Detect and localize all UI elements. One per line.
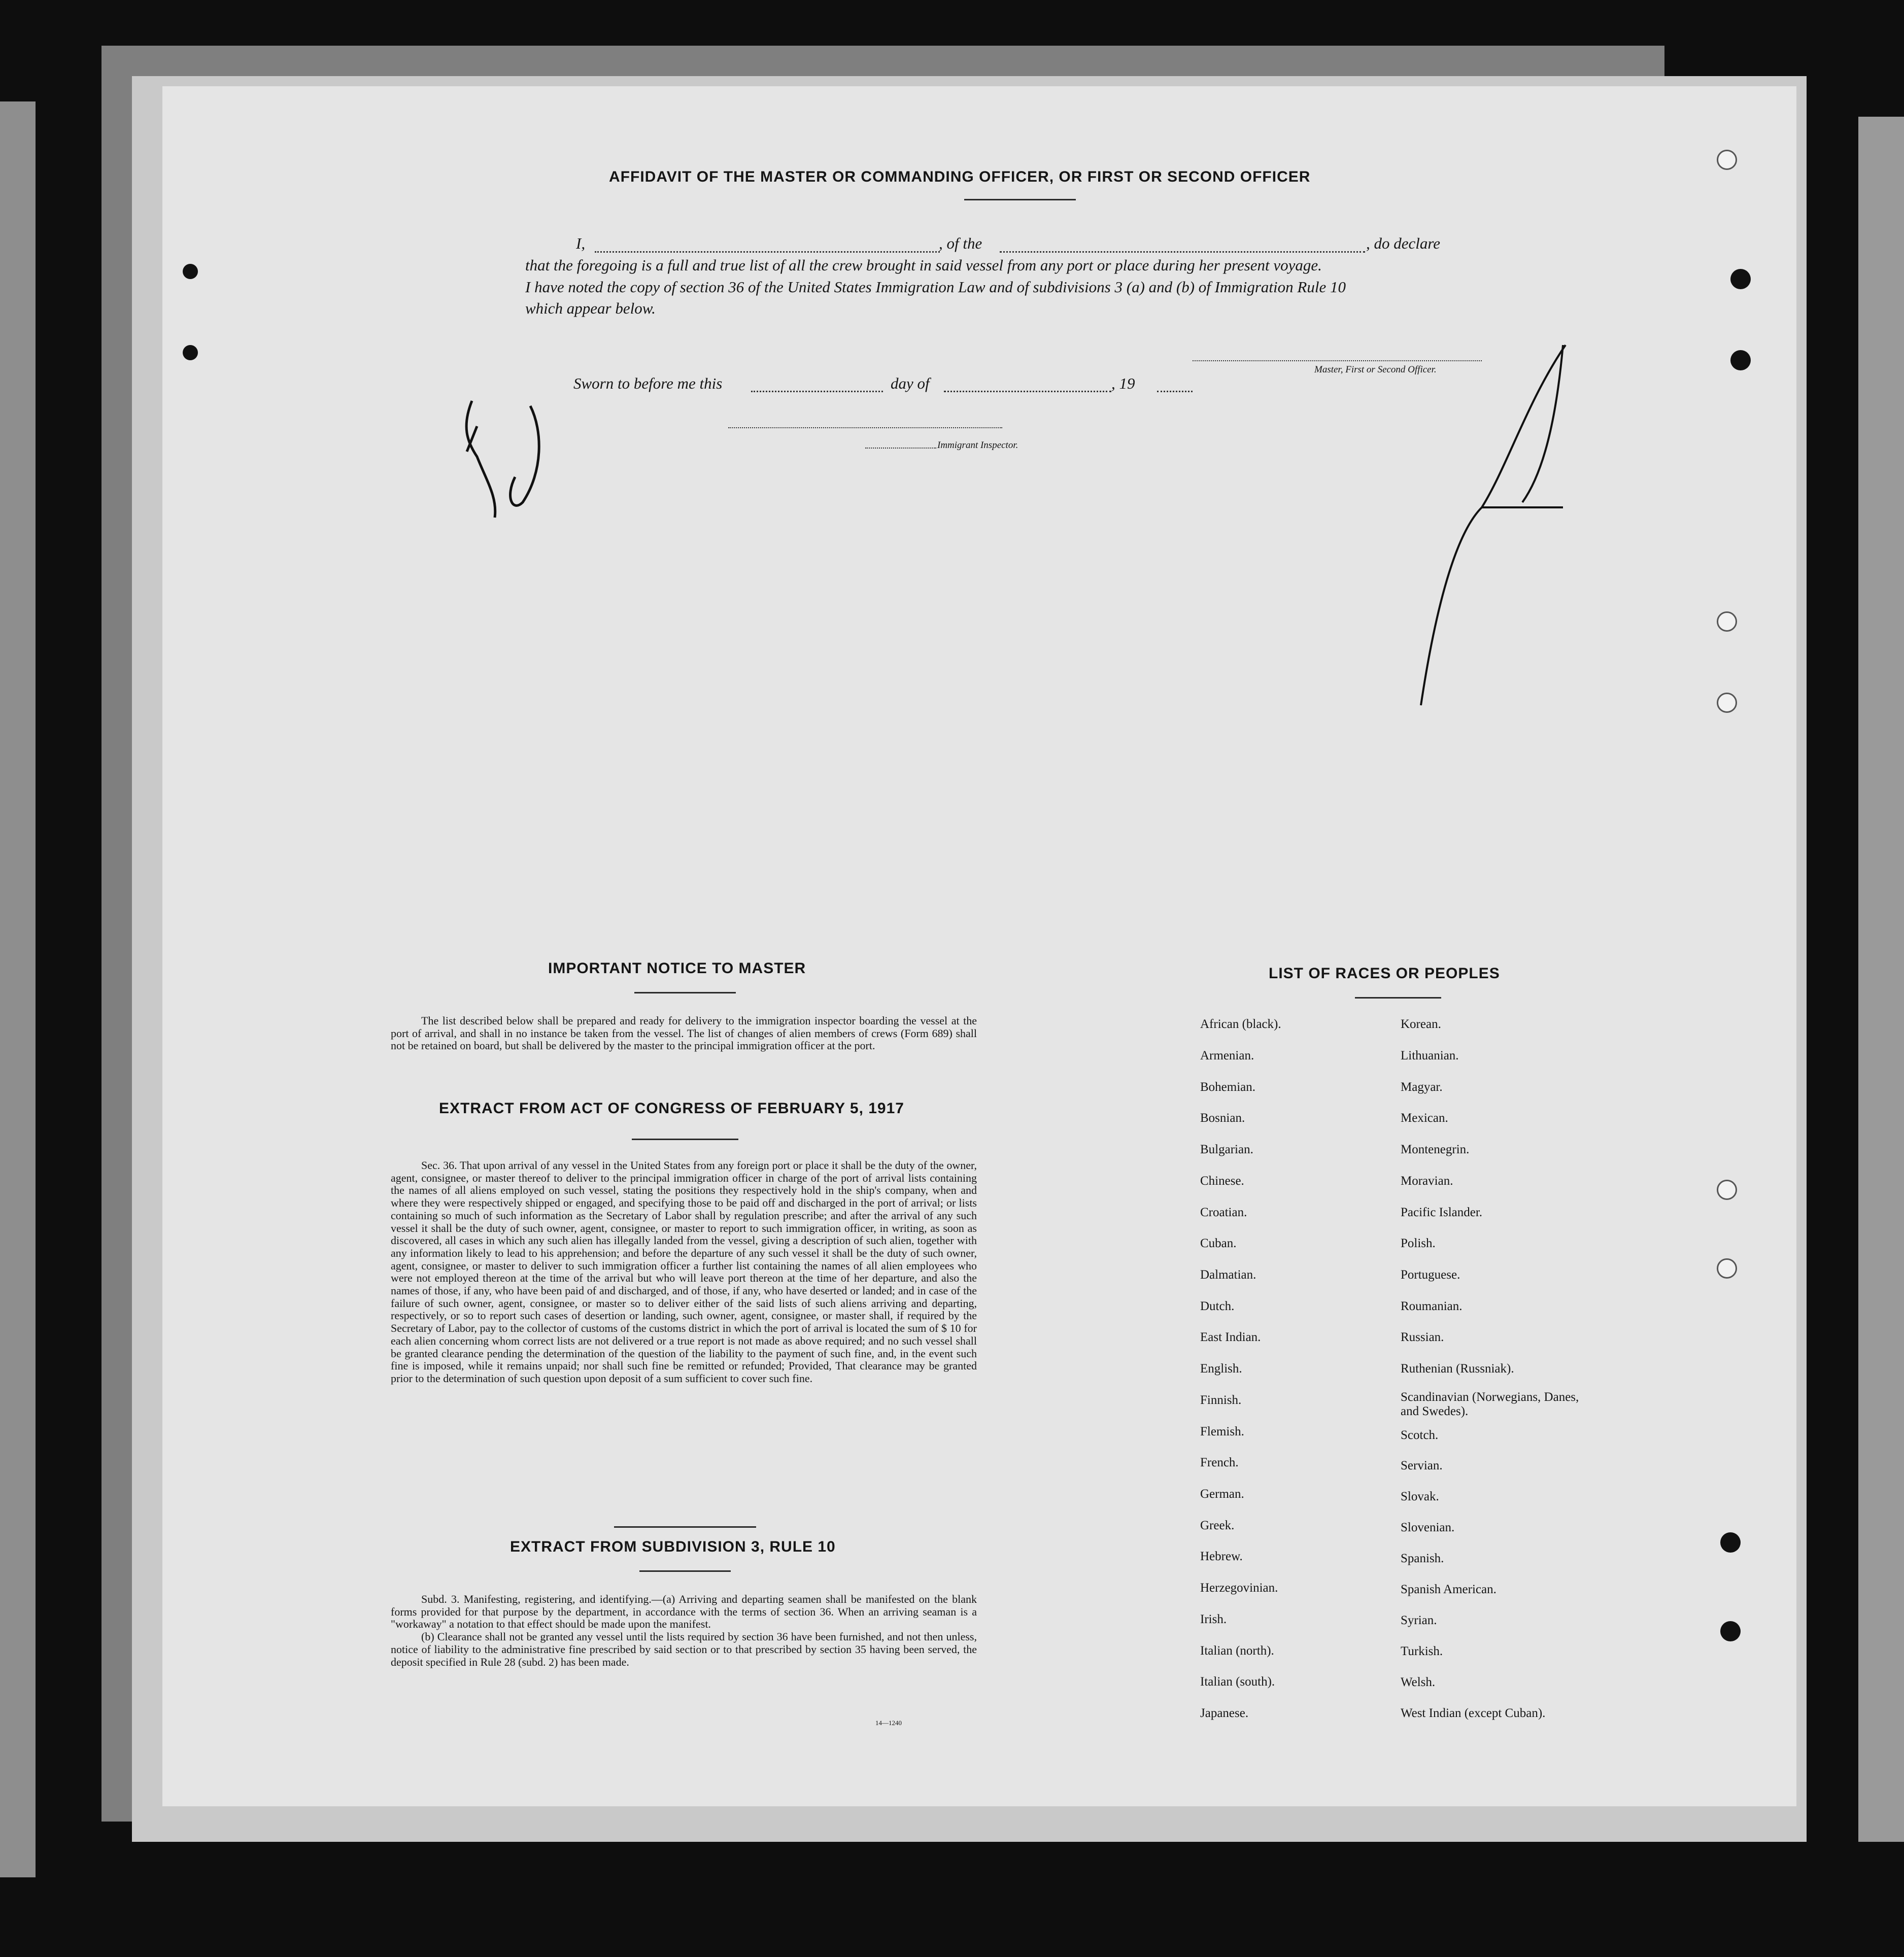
race-right: Slovak. (1401, 1490, 1439, 1503)
notice-text: The list described below shall be prepared and ready for delivery to the immigration inspector boarding the vessel at the port of arrival, and shall in no instance be taken from the vessel. The list of changes of alien members of crews (Form 689) shall not be retained on board, but shall be delivered by the master to the principal immigration officer at the port. (391, 1014, 977, 1052)
races-underline (1355, 997, 1441, 999)
document-page (162, 86, 1796, 1806)
inspector-label: Immigrant Inspector. (937, 440, 1018, 451)
race-right: Magyar. (1401, 1080, 1443, 1094)
rule-extract-underline (639, 1570, 731, 1572)
day-of-label: day of (891, 374, 930, 392)
race-right: Turkish. (1401, 1644, 1443, 1658)
affidavit-line-3: I have noted the copy of section 36 of the United States Immigration Law and of subdivisions 3 (a) and (b) of Immigration Rule 10 (525, 278, 1346, 296)
race-right: Scotch. (1401, 1428, 1439, 1442)
race-left: Bosnian. (1200, 1111, 1245, 1125)
race-left: Dutch. (1200, 1299, 1235, 1313)
races-title: LIST OF RACES OR PEOPLES (1269, 965, 1500, 982)
race-left: East Indian. (1200, 1330, 1261, 1344)
master-label: Master, First or Second Officer. (1314, 364, 1437, 375)
act-extract-underline (632, 1139, 738, 1140)
rule-extract-title: EXTRACT FROM SUBDIVISION 3, RULE 10 (510, 1538, 836, 1555)
notice-underline (634, 992, 736, 993)
sworn-day-blank[interactable] (751, 391, 883, 392)
handwritten-mark (457, 396, 558, 528)
name-blank[interactable] (595, 251, 940, 253)
race-right: Moravian. (1401, 1174, 1453, 1188)
punch-hole (1717, 150, 1737, 170)
race-left: Italian (north). (1200, 1644, 1274, 1658)
race-left: Irish. (1200, 1612, 1227, 1626)
race-right: Mexican. (1401, 1111, 1448, 1125)
punch-hole (1717, 1180, 1737, 1200)
race-right: Roumanian. (1401, 1299, 1463, 1313)
race-right: Pacific Islander. (1401, 1206, 1483, 1219)
inspector-lead-dots (865, 448, 936, 449)
race-left: African (black). (1200, 1017, 1281, 1031)
punch-hole (1730, 350, 1751, 370)
handwritten-signature-stroke (1406, 340, 1568, 715)
race-left: Herzegovinian. (1200, 1581, 1278, 1595)
year-label: , 19 (1111, 374, 1135, 392)
race-left: German. (1200, 1487, 1244, 1501)
background-sheet-left (0, 101, 36, 1877)
race-left: Greek. (1200, 1519, 1235, 1532)
race-right: Syrian. (1401, 1613, 1437, 1627)
punch-hole (1717, 611, 1737, 632)
race-right: Ruthenian (Russniak). (1401, 1362, 1514, 1376)
punch-hole (183, 345, 198, 360)
race-right: Korean. (1401, 1017, 1441, 1031)
race-left: Flemish. (1200, 1425, 1244, 1438)
punch-hole (1720, 1532, 1741, 1553)
race-left: Hebrew. (1200, 1550, 1243, 1563)
race-left: Armenian. (1200, 1049, 1254, 1062)
race-right: Lithuanian. (1401, 1049, 1459, 1062)
race-left: Japanese. (1200, 1706, 1249, 1720)
affidavit-line-2: that the foregoing is a full and true list of all the crew brought in said vessel from any port or place during her present voyage. (525, 256, 1322, 274)
act-extract-title: EXTRACT FROM ACT OF CONGRESS OF FEBRUARY 5, 1917 (439, 1100, 904, 1117)
race-right: Montenegrin. (1401, 1143, 1470, 1156)
affidavit-declare-label: , do declare (1366, 234, 1441, 252)
race-left: Croatian. (1200, 1206, 1247, 1219)
rule-extract-text (391, 1593, 977, 1668)
sworn-label: Sworn to before me this (573, 374, 723, 392)
race-right: Portuguese. (1401, 1268, 1460, 1282)
punch-hole (183, 264, 198, 279)
race-left: Chinese. (1200, 1174, 1244, 1188)
act-extract-end-rule (614, 1526, 756, 1528)
race-right: Polish. (1401, 1237, 1436, 1250)
race-right: Slovenian. (1401, 1521, 1455, 1534)
sworn-month-blank[interactable] (944, 391, 1111, 392)
affidavit-line-4: which appear below. (525, 299, 656, 317)
punch-hole (1720, 1621, 1741, 1641)
race-right: Spanish. (1401, 1552, 1444, 1565)
race-right: Servian. (1401, 1459, 1443, 1472)
race-right: West Indian (except Cuban). (1401, 1706, 1546, 1720)
notice-title: IMPORTANT NOTICE TO MASTER (548, 960, 806, 977)
punch-hole (1717, 1258, 1737, 1279)
sworn-year-blank[interactable] (1157, 391, 1193, 392)
background-sheet-right (1858, 117, 1904, 1842)
punch-hole (1730, 269, 1751, 289)
rule-extract-para-a: Subd. 3. Manifesting, registering, and identifying.—(a) Arriving and departing seamen shall be manifested on the blank forms provided for that purpose by the department, in accordance with the terms of section 36. When an arriving seaman is a "workaway" a notation to that effect should be made upon the manifest. (391, 1593, 977, 1631)
race-left: Bulgarian. (1200, 1143, 1253, 1156)
race-left: Italian (south). (1200, 1675, 1275, 1689)
form-number: 14—1240 (875, 1719, 902, 1727)
race-right: Welsh. (1401, 1675, 1436, 1689)
race-left: Dalmatian. (1200, 1268, 1256, 1282)
affidavit-i-label: I, (576, 234, 586, 252)
race-left: English. (1200, 1362, 1242, 1376)
race-left: Cuban. (1200, 1237, 1237, 1250)
affidavit-of-the-label: , of the (939, 234, 982, 252)
punch-hole (1717, 693, 1737, 713)
race-left: French. (1200, 1456, 1239, 1469)
race-right: Russian. (1401, 1330, 1444, 1344)
act-extract-text: Sec. 36. That upon arrival of any vessel in the United States from any foreign port or place it shall be the duty of the owner, agent, consignee, or master thereof to deliver to the principal immigration officer in charge of the port of arrival lists containing the names of all aliens employed on such vessel, stating the positions they respectively hold in the ship's company, when and where they were respectively shipped or engaged, and specifying those to be paid off and discharged in the port of arrival; or lists containing so much of such information as the Secretary of Labor shall by regulation prescribe; and after the arrival of any such vessel it shall be the duty of such owner, agent, consignee, or master to report to such immigration officer, in writing, as soon as discovered, all cases in which any such alien has illegally landed from the vessel, giving a description of such alien, together with any information likely to lead to his apprehension; and before the departure of any such vessel it shall be the duty of such owner, agent, consignee, or master to deliver to such immigration officer a further list containing the names of all alien employees who were not employed thereon at the time of the arrival but who will leave port thereon at the time of her departure, and also the names of those, if any, who have been paid of and discharged, and of those, if any, who have deserted or landed; and in case of the failure of such owner, agent, consignee, or master so to deliver either of the said lists of such aliens arriving and departing, respectively, or so to report such cases of desertion or landing, such owner, agent, consignee, or master shall, if required by the Secretary of Labor, pay to the collector of customs of the customs district in which the port of arrival is located the sum of $ 10 for each alien concerning whom correct lists are not delivered or a true report is not made as above required; and no such vessel shall be granted clearance pending the determination of the question of the liability to the payment of such fine, and, in the event such fine is imposed, while it remains unpaid; nor shall such fine be remitted or refunded; Provided, That clearance may be granted prior to the determination of such question upon deposit of a sum sufficient to cover such fine. (391, 1159, 977, 1385)
vessel-blank[interactable] (1000, 251, 1365, 253)
race-left: Bohemian. (1200, 1080, 1256, 1094)
race-right: Scandinavian (Norwegians, Danes, and Swedes). (1401, 1390, 1579, 1418)
race-left: Finnish. (1200, 1393, 1242, 1407)
rule-extract-para-b: (b) Clearance shall not be granted any vessel until the lists required by section 36 have been furnished, and not then unless, notice of liability to the administrative fine prescribed by said section or to that prescribed by section 35 having been served, the deposit specified in Rule 28 (subd. 2) has been made. (391, 1630, 977, 1668)
title-underline (964, 199, 1076, 200)
race-right: Spanish American. (1401, 1583, 1497, 1596)
affidavit-title: AFFIDAVIT OF THE MASTER OR COMMANDING OFFICER, OR FIRST OR SECOND OFFICER (609, 168, 1311, 185)
inspector-line[interactable] (728, 427, 1002, 428)
